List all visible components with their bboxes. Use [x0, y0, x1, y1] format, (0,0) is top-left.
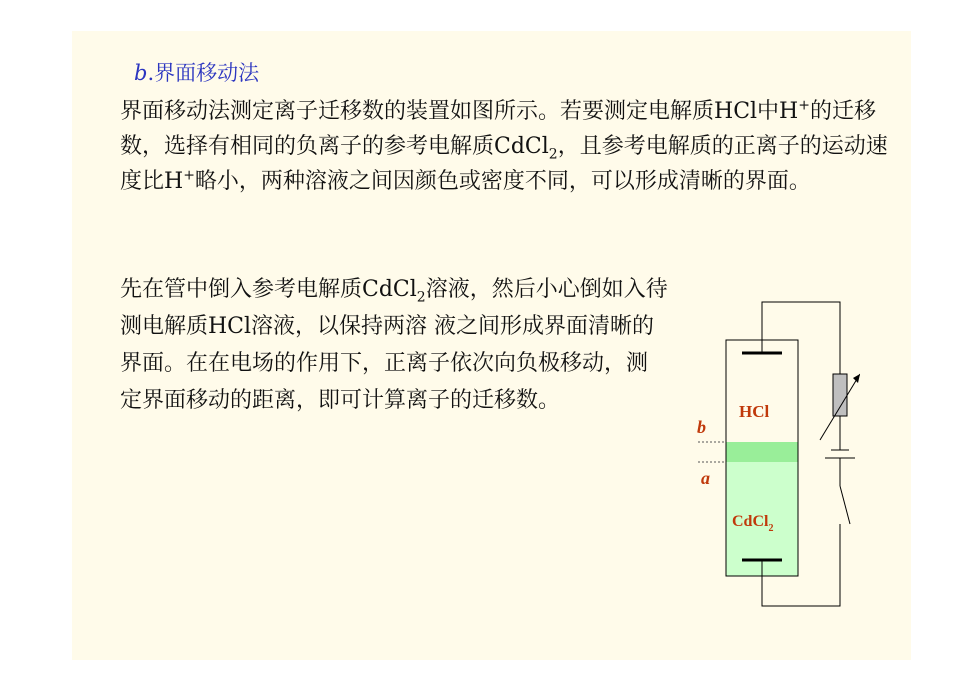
cdcl2-label-sub: 2: [768, 523, 774, 534]
para1-text-1: 界面移动法测定离子迁移数的装置如图所示。若要测定电解质HCl中H: [120, 99, 799, 124]
heading-title: .界面移动法: [147, 61, 260, 85]
para1-text-2: 的迁移数，选择有相同的负离子的参考电解质CdCl: [120, 99, 876, 159]
section-heading: [134, 58, 259, 88]
para1-text-3: ，且参考电解质的正离子的运动速度比H: [120, 134, 888, 194]
para1-text-4: 略小，两种溶液之间因颜色或密度不同，可以形成清晰的界面。: [194, 169, 811, 194]
hcl-label: HCl: [739, 402, 770, 421]
boundary-band: [726, 442, 798, 462]
resistor-arrow-head: [853, 374, 860, 383]
para1-subscript-1: 2: [548, 146, 558, 163]
boundary-a-label: a: [701, 468, 710, 488]
boundary-b-label: b: [697, 417, 706, 437]
para1-superscript-2: +: [183, 167, 195, 184]
para2-subscript-1: 2: [416, 289, 426, 306]
para2-text-1: 先在管中倒入参考电解质CdCl: [120, 277, 417, 302]
procedure-paragraph: [94, 271, 668, 419]
para1-superscript-1: +: [798, 97, 810, 114]
variable-resistor: [833, 374, 847, 416]
heading-letter: b: [134, 61, 148, 85]
switch-blade: [840, 486, 850, 524]
para2-text-2: 溶液，然后小心倒如入待测电解质HCl溶液，以保持两溶 液之间形成界面清晰的界面。在在电场的作用下，正离子依次向负极移动，测定界面移动的距离，即可计算离子的迁移数。: [120, 277, 668, 413]
cdcl2-solution-region: [726, 442, 798, 576]
moving-boundary-apparatus: [660, 290, 860, 620]
cdcl2-label-main: CdCl: [732, 513, 769, 530]
intro-paragraph: [94, 94, 896, 199]
